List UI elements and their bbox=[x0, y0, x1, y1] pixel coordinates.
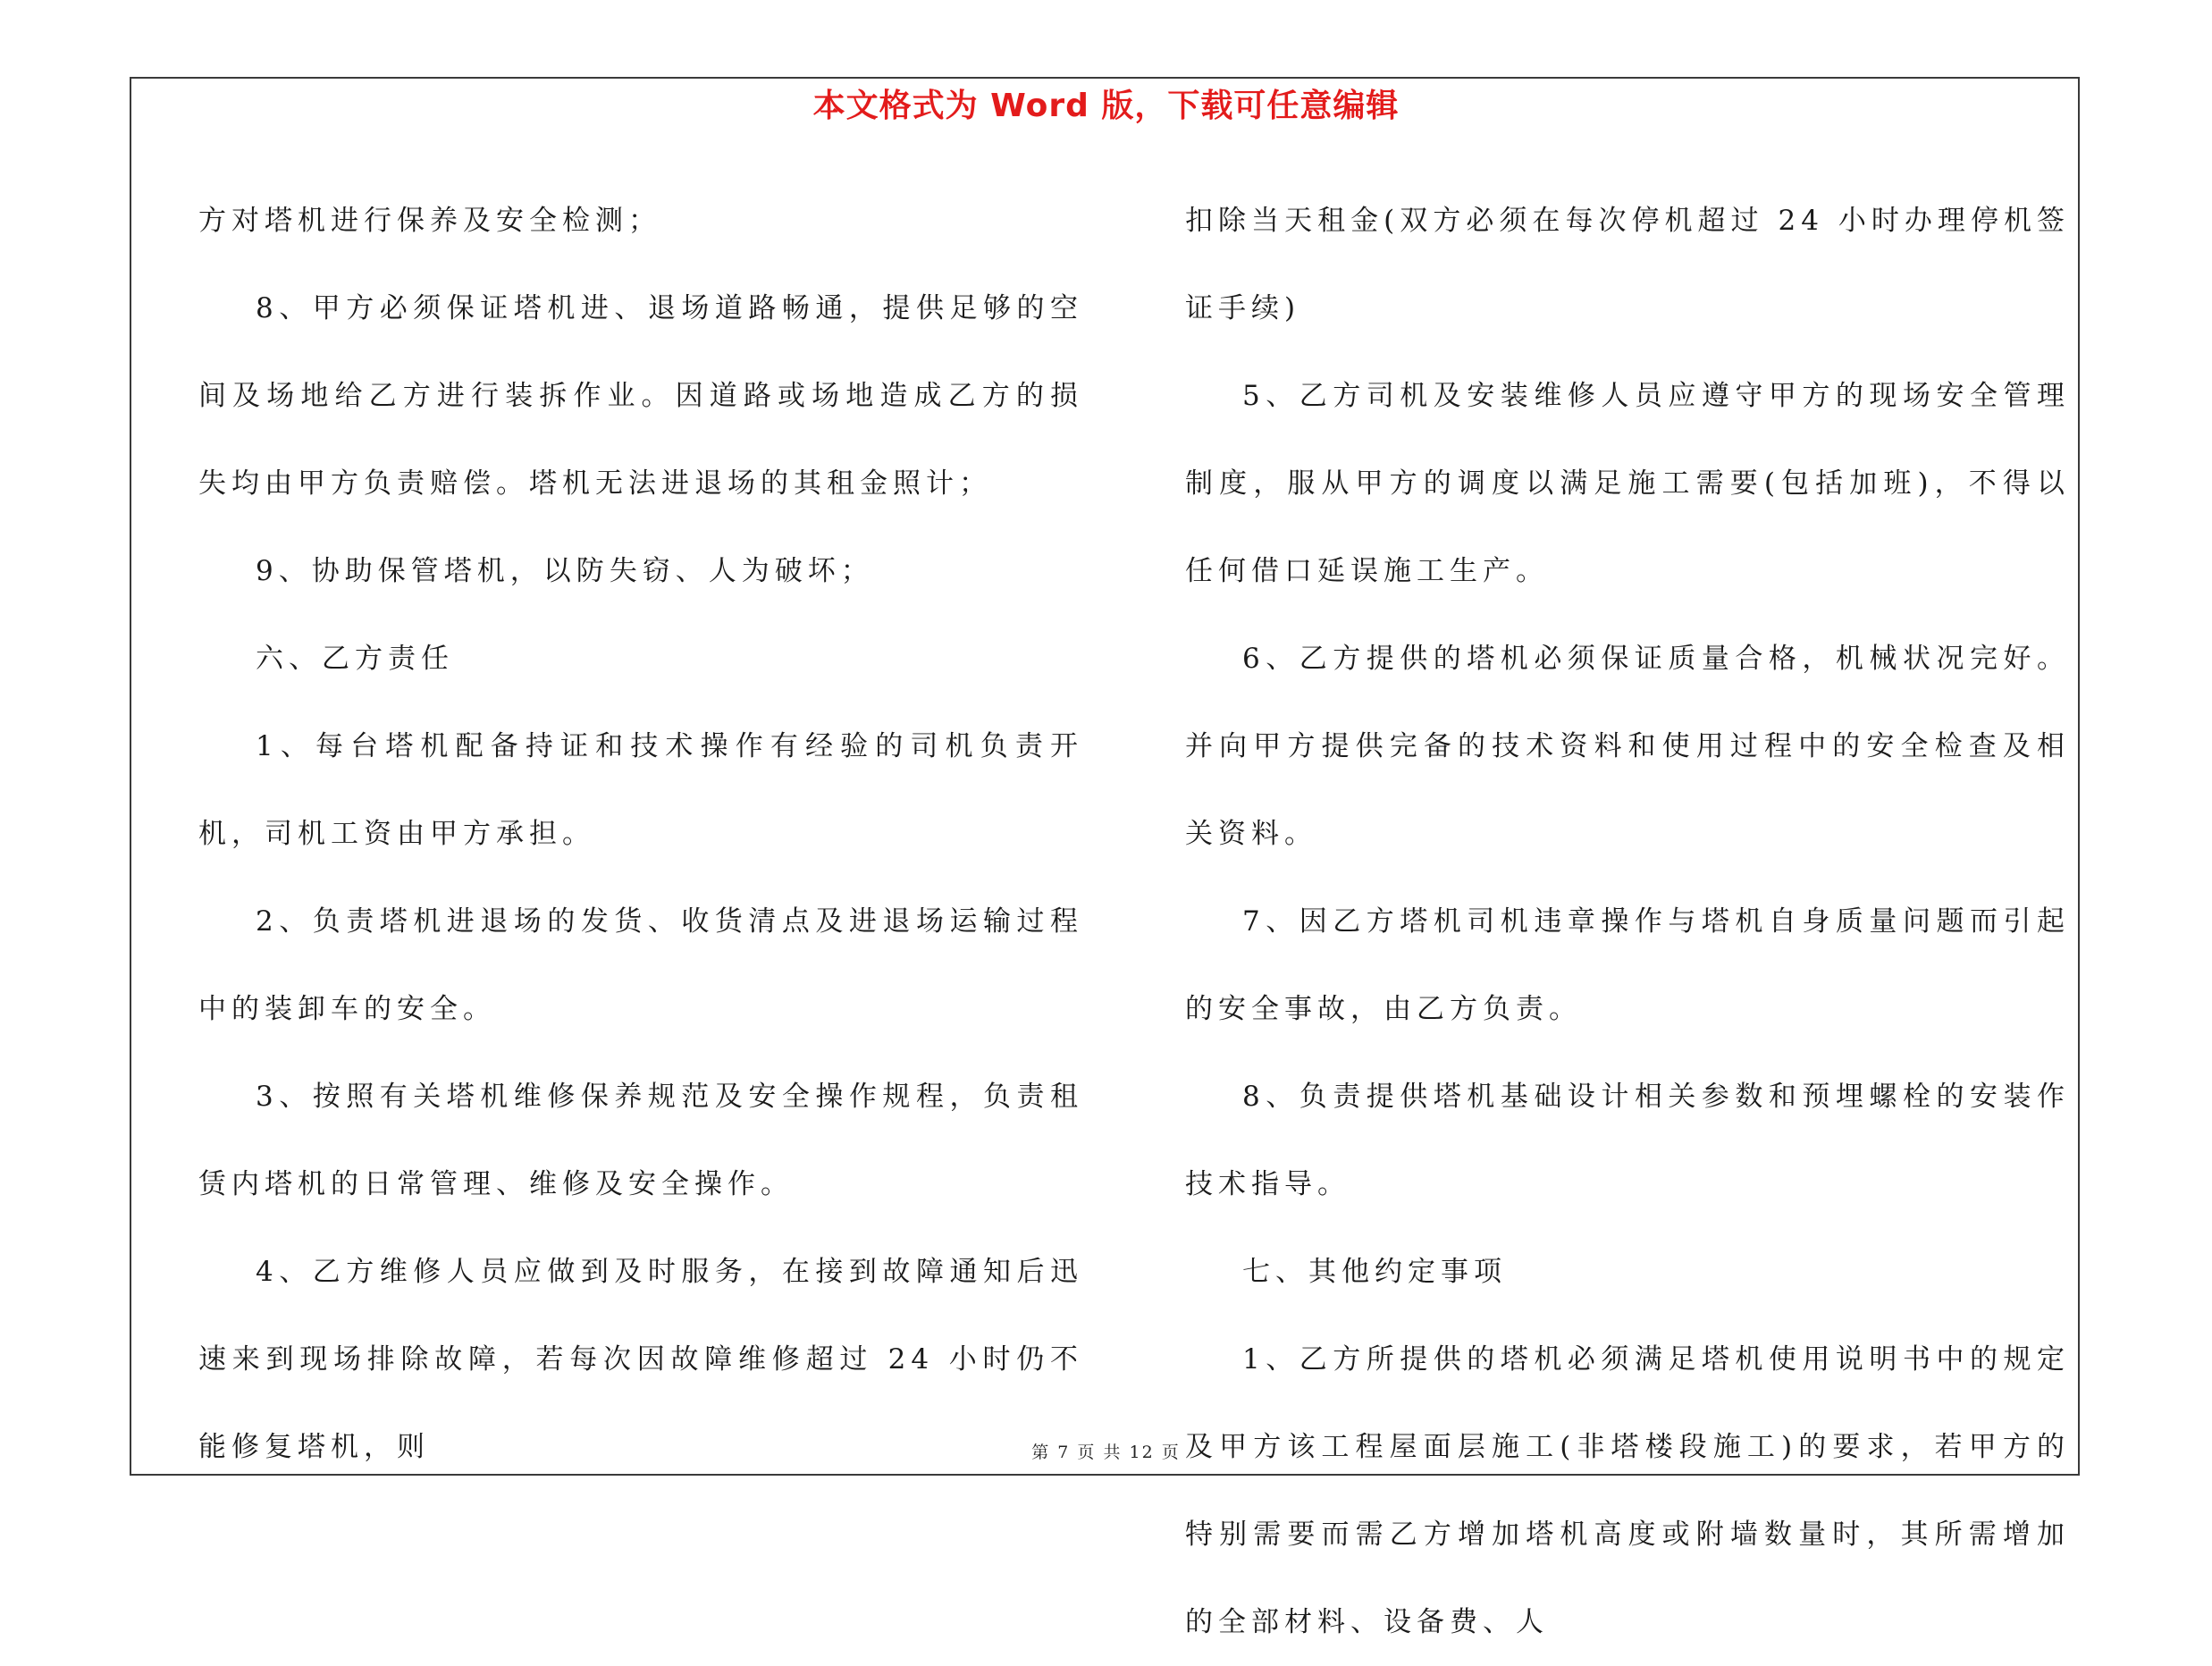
paragraph: 3、按照有关塔机维修保养规范及安全操作规程，负责租赁内塔机的日常管理、维修及安全操作。 bbox=[198, 1081, 1083, 1200]
page-number-footer: 第 7 页 共 12 页 bbox=[1031, 1443, 1181, 1462]
paragraph: 4、乙方维修人员应做到及时服务，在接到故障通知后迅速来到现场排除故障，若每次因故障维修超过 24 小时仍不能修复塔机，则 bbox=[198, 1256, 1083, 1463]
paragraph: 扣除当天租金(双方必须在每次停机超过 24 小时办理停机签证手续) bbox=[1185, 205, 2070, 324]
paragraph: 6、乙方提供的塔机必须保证质量合格，机械状况完好。并向甲方提供完备的技术资料和使用过程中的安全检查及相关资料。 bbox=[1185, 643, 2070, 850]
paragraph: 8、甲方必须保证塔机进、退场道路畅通，提供足够的空间及场地给乙方进行装拆作业。因道路或场地造成乙方的损失均由甲方负责赔偿。塔机无法进退场的其租金照计； bbox=[198, 292, 1083, 500]
paragraph: 7、因乙方塔机司机违章操作与塔机自身质量问题而引起的安全事故，由乙方负责。 bbox=[1185, 905, 2070, 1025]
paragraph: 5、乙方司机及安装维修人员应遵守甲方的现场安全管理制度，服从甲方的调度以满足施工需要(包括加班)，不得以任何借口延误施工生产。 bbox=[1185, 380, 2070, 587]
format-banner: 本文格式为 Word 版，下载可任意编辑 bbox=[812, 88, 1400, 124]
paragraph: 8、负责提供塔机基础设计相关参数和预埋螺栓的安装作技术指导。 bbox=[1185, 1081, 2070, 1200]
paragraph: 七、其他约定事项 bbox=[1242, 1256, 1507, 1288]
paragraph: 1、每台塔机配备持证和技术操作有经验的司机负责开机，司机工资由甲方承担。 bbox=[198, 730, 1083, 850]
paragraph: 9、协助保管塔机，以防失窃、人为破坏； bbox=[256, 555, 874, 587]
paragraph: 1、乙方所提供的塔机必须满足塔机使用说明书中的规定及甲方该工程屋面层施工(非塔楼段施工)的要求，若甲方的特别需要而需乙方增加塔机高度或附墙数量时，其所需增加的全部材料、设备费、人 bbox=[1185, 1343, 2070, 1638]
paragraph: 方对塔机进行保养及安全检测； bbox=[198, 205, 661, 237]
paragraph: 六、乙方责任 bbox=[256, 643, 454, 675]
left-column bbox=[198, 177, 1083, 1491]
paragraph: 2、负责塔机进退场的发货、收货清点及进退场运输过程中的装卸车的安全。 bbox=[198, 905, 1083, 1025]
